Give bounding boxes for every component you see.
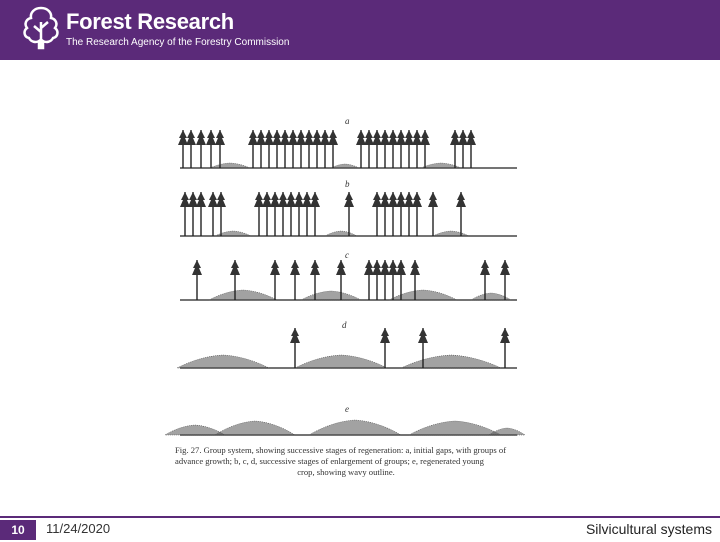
tree-icon	[262, 192, 272, 236]
tree-icon	[356, 130, 366, 168]
stage-panel-c	[180, 250, 517, 300]
tree-icon	[270, 260, 280, 300]
caption-line-3: crop, showing wavy outline.	[297, 467, 395, 477]
regeneration-group	[433, 231, 469, 236]
tree-icon	[380, 260, 390, 300]
regeneration-group	[401, 355, 501, 368]
footer-bar	[0, 516, 720, 542]
brand-tagline: The Research Agency of the Forestry Commission	[66, 37, 290, 48]
tree-icon	[304, 130, 314, 168]
tree-icon	[248, 130, 258, 168]
tree-icon	[272, 130, 282, 168]
tree-icon	[312, 130, 322, 168]
regeneration-group	[209, 290, 277, 300]
tree-icon	[320, 130, 330, 168]
tree-icon	[256, 130, 266, 168]
regeneration-group	[325, 231, 357, 236]
tree-icon	[412, 192, 422, 236]
tree-icon	[215, 130, 225, 168]
regeneration-group	[331, 164, 359, 168]
slide-number: 10	[0, 520, 36, 540]
tree-icon	[286, 192, 296, 236]
tree-icon	[216, 192, 226, 236]
tree-icon	[466, 130, 476, 168]
regeneration-group	[295, 355, 387, 368]
stage-label: b	[345, 179, 350, 189]
regeneration-group	[215, 421, 295, 435]
tree-icon	[192, 260, 202, 300]
regeneration-group	[165, 425, 225, 435]
tree-icon	[180, 192, 190, 236]
tree-icon	[388, 130, 398, 168]
tree-icon	[278, 192, 288, 236]
caption-line-1: Fig. 27. Group system, showing successive stages of regeneration: a, initial gaps, with groups	[175, 445, 497, 455]
tree-icon	[290, 328, 300, 368]
regeneration-group	[210, 163, 250, 168]
brand-name: Forest Research	[66, 9, 234, 34]
stage-label: e	[345, 404, 349, 414]
group-system-figure	[155, 100, 527, 485]
slide-date: 11/24/2020	[46, 521, 111, 536]
regeneration-group	[301, 291, 361, 300]
tree-icon	[196, 130, 206, 168]
tree-icon	[404, 130, 414, 168]
regeneration-group	[409, 421, 501, 435]
tree-icon	[396, 130, 406, 168]
slide-footer-title: Silvicultural systems	[585, 521, 712, 537]
stage-label: d	[342, 320, 347, 330]
tree-icon	[178, 130, 188, 168]
regeneration-stages-diagram	[155, 100, 527, 440]
tree-icon	[420, 130, 430, 168]
tree-icon	[364, 260, 374, 300]
tree-icon	[388, 260, 398, 300]
tree-icon	[186, 130, 196, 168]
regeneration-group	[389, 290, 457, 300]
tree-icon	[206, 130, 216, 168]
tree-icon	[328, 130, 338, 168]
tree-icon	[500, 328, 510, 368]
header-bar	[0, 0, 720, 60]
caption-line-2: of advance growth; b, c, d, successive stages of enlargement of groups; e, regenerated young	[175, 445, 507, 466]
regeneration-group	[489, 428, 525, 435]
tree-icon	[458, 130, 468, 168]
tree-icon	[396, 192, 406, 236]
tree-icon	[380, 130, 390, 168]
tree-icon	[364, 130, 374, 168]
tree-icon	[208, 192, 218, 236]
tree-icon	[254, 192, 264, 236]
tree-icon	[270, 192, 280, 236]
tree-icon	[428, 192, 438, 236]
tree-icon	[196, 192, 206, 236]
tree-icon	[264, 130, 274, 168]
tree-icon	[500, 260, 510, 300]
tree-icon	[380, 328, 390, 368]
regeneration-group	[309, 420, 401, 435]
tree-icon	[296, 130, 306, 168]
tree-icon	[372, 192, 382, 236]
stage-label: c	[345, 250, 349, 260]
tree-icon	[188, 192, 198, 236]
tree-icon	[294, 192, 304, 236]
stage-label: a	[345, 116, 350, 126]
figure-caption	[175, 445, 517, 478]
tree-icon	[388, 192, 398, 236]
tree-icon	[310, 192, 320, 236]
tree-icon	[372, 130, 382, 168]
tree-icon	[302, 192, 312, 236]
stage-panel-a	[178, 116, 517, 168]
tree-icon	[280, 130, 290, 168]
tree-icon	[344, 192, 354, 236]
stage-panel-b	[180, 179, 517, 236]
tree-icon	[290, 260, 300, 300]
tree-icon	[372, 260, 382, 300]
tree-icon	[404, 192, 414, 236]
tree-icon	[412, 130, 422, 168]
tree-icon	[456, 192, 466, 236]
tree-icon	[450, 130, 460, 168]
regeneration-group	[177, 355, 269, 368]
tree-logo-icon	[20, 6, 62, 50]
tree-icon	[288, 130, 298, 168]
stage-panel-e	[165, 404, 525, 435]
stage-panel-d	[177, 320, 517, 368]
tree-icon	[380, 192, 390, 236]
